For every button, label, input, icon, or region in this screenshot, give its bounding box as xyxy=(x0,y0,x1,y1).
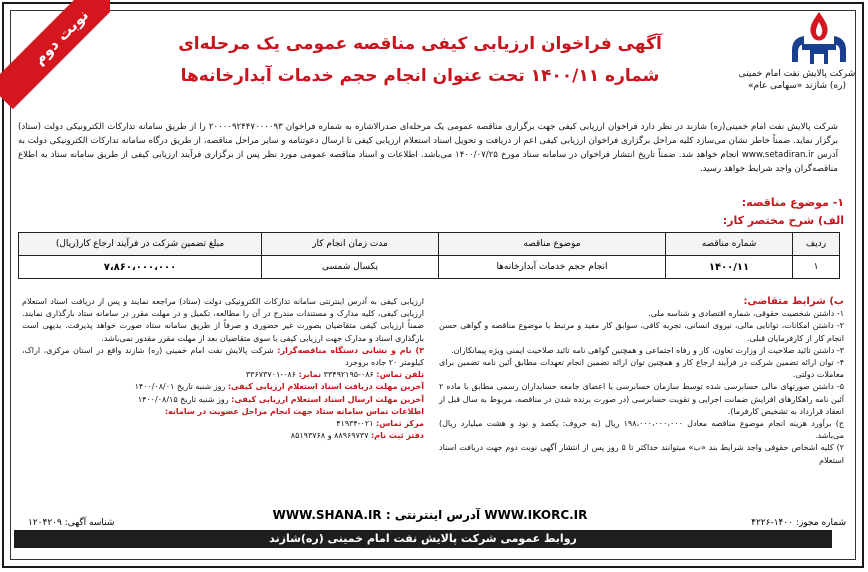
left-paragraph: ارزیابی کیفی به آدرس اینترنتی سامانه تدارکات الکترونیکی دولت (ستاد) مراجعه نمایند و پس از دریافت اسناد استعلام ارزیابی کیفی، کلیه مدارک و مستندات مندرج در آن را مطالعه، تکمیل و در مهلت مقرر در سامانه ستاد بارگذاری نمایند. ضمناً ارزیابی کیفی متقاضیان بصورت غیر حضوری و صرفاً از طریق سامانه ستاد صورت خواهد پذیرفت. بدیهی است بارگذاری اسناد و مدارک جهت ارزیابی کیفی با سوی متقاضیان بعد از مهلت مقرر مقدور نمی‌باشد. xyxy=(22,297,424,343)
deadline-send-label: آخرین مهلت ارسال اسناد استعلام ارزیابی کیفی: xyxy=(231,394,424,404)
phone-line xyxy=(22,369,424,381)
fax-value: ۰۸۶-۳۳۶۷۳۷۰۱ xyxy=(245,370,297,380)
table-row xyxy=(19,256,840,279)
office-line xyxy=(22,430,424,442)
nioc-logo-icon xyxy=(784,10,854,70)
website-line: WWW.IKORC.IR آدرس اینترنتی : WWW.SHANA.IR xyxy=(272,508,588,522)
office-label: دفتر ثبت نام: xyxy=(371,431,424,441)
condition-item: ۴- توان ارائه تضمین شرکت در فرآیند ارجاع کار و همچنین توان ارائه تضمین انجام تعهدات مطابق آئین نامه تضمین برای معاملات دولتی. xyxy=(439,358,844,380)
col-header-subject: موضوع مناقصه xyxy=(439,233,666,256)
deadline-receive-value: روز شنبه تاریخ ۱۴۰۰/۰۸/۰۱ xyxy=(134,382,226,392)
second-issue-badge: نوبت دوم xyxy=(0,0,110,109)
center-label: مرکز تماس: xyxy=(376,419,424,429)
footer-bar: روابط عمومی شرکت پالایش نفت امام خمینی (ره)شازند xyxy=(14,530,832,548)
ad-title-line1: آگهی فراخوان ارزیابی کیفی مناقصه عمومی یک مرحله‌ای xyxy=(178,34,662,54)
condition-item: ۲- داشتن امکانات، توانایی مالی، نیروی انسانی، تجربه کافی، سوابق کار مفید و مرتبط با موضوع مناقصه و گواهی حسن انجام کار از کارفرمایان قبلی. xyxy=(439,321,844,343)
cell-duration: یکسال شمسی xyxy=(262,256,439,279)
condition-item: ۳- داشتن تائید صلاحیت از وزارت تعاون، کار و رفاه اجتماعی و همچنین گواهی نامه تائید صلاحیت ایمنی ویژه پیمانکاران. xyxy=(451,345,844,355)
deadline-receive-label: آخرین مهلت دریافت اسناد استعلام ارزیابی کیفی: xyxy=(227,382,424,392)
phone-label: تلفن تماس: xyxy=(376,370,424,380)
condition-item: ۵- داشتن صورتهای مالی حسابرسی شده توسط سازمان حسابرسی یا اعضای جامعه حسابداران رسمی مطابق با ماده ۲ آئین نامه راهکارهای افزایش ضمانت اجرایی و تقویت حسابرسی (در صورت برنده شدن در مناقصه، مربوط به سال قبل از انعقاد قرارداد به تشخیص کارفرما). xyxy=(439,382,844,416)
fax-label: نمابر: xyxy=(298,370,322,380)
conditions-title: ب) شرایط متقاضی: xyxy=(743,296,844,307)
condition-item: ج) برآورد هزینه انجام موضوع مناقصه معادل ۱۹۸،۰۰۰،۰۰۰،۰۰۰ ریال (به حروف: یکصد و نود و هشت میلیارد ریال) می‌باشد. xyxy=(439,419,844,441)
permit-number: شماره مجوز: ۱۴۰۰-۴۲۲۶ xyxy=(751,518,846,528)
center-line xyxy=(22,418,424,430)
intro-paragraph: شرکت پالایش نفت امام خمینی(ره) شازند در نظر دارد فراخوان ارزیابی کیفی جهت برگزاری مناقصه عمومی یک مرحله‌ای صدرالاشاره به شماره فراخوان ۲۰۰۰۰۹۲۴۴۷۰۰۰۰۹۳ را از طریق سامانه تدارکات الکترونیکی دولت (ستاد) برگزار نماید. ضمناً خاطر نشان می‌سازد کلیه مراحل برگزاری فراخوان ارزیابی کیفی اعم از دریافت و تحویل اسناد استعلام ارزیابی کیفی تا ارسال دعوتنامه و سایر مراحل مناقصه، از طریق درگاه سامانه تدارکات الکترونیکی دولت به آدرس www.setadiran.ir انجام خواهد شد. ضمناً تاریخ انتشار فراخوان در سامانه ستاد مورخ ۱۴۰۰/۰۷/۲۵ می‌باشد. اطلاعات و اسناد مناقصه عمومی مورد نظر پس از برگزاری فرآیند ارزیابی کیفی از طریق سامانه ستاد به اطلاع مناقصه‌گران واجد شرایط خواهد رسید. xyxy=(18,122,839,174)
col-header-number: شماره مناقصه xyxy=(666,233,793,256)
ad-id: شناسه آگهی: ۱۲۰۴۲۰۹ xyxy=(28,518,115,528)
section-subject-heading: ۱- موضوع مناقصه: xyxy=(741,196,844,209)
company-name: شرکت پالایش نفت امام خمینی (ره) شازند «سهامی عام» xyxy=(738,69,856,91)
condition-item: ۱- داشتن شخصیت حقوقی، شماره اقتصادی و شناسه ملی. xyxy=(648,309,844,319)
table-header-row xyxy=(19,233,840,256)
col-header-guarantee: مبلغ تضمین شرکت در فرآیند ارجاع کار(ریال) xyxy=(19,233,262,256)
condition-item: ۲) کلیه اشخاص حقوقی واجد شرایط بند «ب» میتوانند حداکثر تا ۵ روز پس از انتشار آگهی نوبت دوم جهت دریافت اسناد استعلام xyxy=(439,443,844,465)
section-summary-heading: الف) شرح مختصر کار: xyxy=(722,214,844,227)
contact-info-heading: اطلاعات تماس سامانه ستاد جهت انجام مراحل عضویت در سامانه: xyxy=(164,406,424,416)
organizer-title: ۳) نام و نشانی دستگاه مناقصه‌گزار: xyxy=(277,345,424,355)
ad-inner-border xyxy=(10,10,856,560)
organizer-info xyxy=(22,345,424,369)
ad-title-line2: شماره ۱۴۰۰/۱۱ تحت عنوان انجام حجم خدمات آبدارخانه‌ها xyxy=(180,66,660,86)
col-header-row: ردیف xyxy=(793,233,840,256)
cell-number: ۱۴۰۰/۱۱ xyxy=(666,256,793,279)
conditions-column xyxy=(439,296,844,467)
office-value: ۸۸۹۶۹۷۳۷ و ۸۵۱۹۳۷۶۸ xyxy=(290,431,369,441)
center-value: ۰۲۱-۴۱۹۳۴ xyxy=(336,419,374,429)
deadline-send-value: روز شنبه تاریخ ۱۴۰۰/۰۸/۱۵ xyxy=(137,394,229,404)
cell-row: ۱ xyxy=(793,256,840,279)
badge-clip xyxy=(0,0,110,110)
tender-table xyxy=(18,232,840,279)
deadline-send xyxy=(22,394,424,406)
cell-subject: انجام حجم خدمات آبدارخانه‌ها xyxy=(439,256,666,279)
cell-guarantee: ۷،۸۶۰،۰۰۰،۰۰۰ xyxy=(19,256,262,279)
details-column xyxy=(22,296,424,442)
deadline-receive xyxy=(22,381,424,393)
col-header-duration: مدت زمان انجام کار xyxy=(262,233,439,256)
organizer-address: شرکت پالایش نفت امام خمینی (ره) شازند واقع در استان مرکزی، اراک، کیلومتر ۲۰ جاده بروجرد xyxy=(22,345,424,368)
phone-value: ۰۸۶-۳۳۴۹۲۱۹۵ xyxy=(323,370,374,380)
